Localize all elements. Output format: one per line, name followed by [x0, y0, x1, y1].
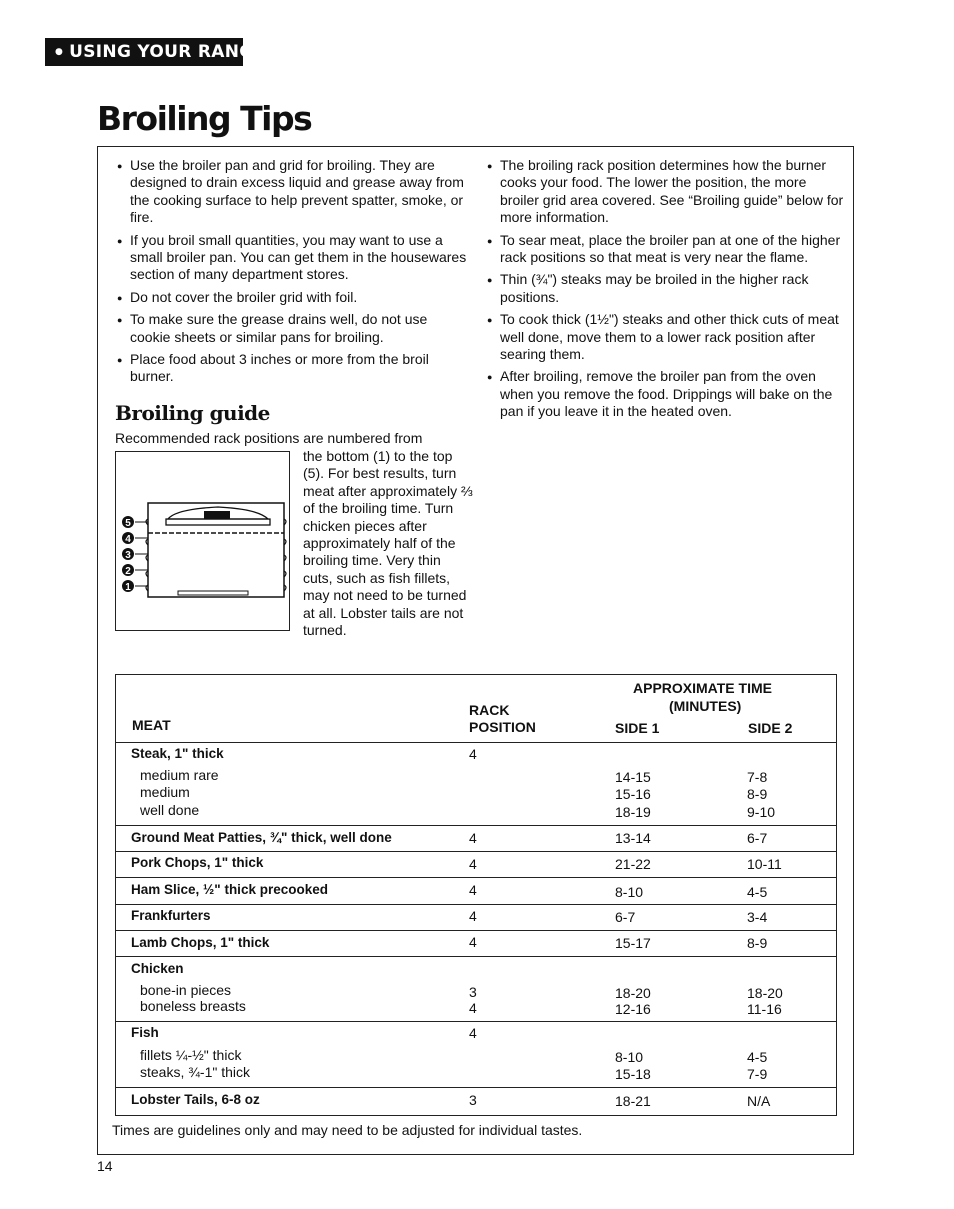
- tip-item: ● To cook thick (1½") steaks and other thick cuts of meat well done, move them to a lower rack position after searing them.: [487, 311, 849, 363]
- header-side-2: SIDE 2: [748, 720, 793, 736]
- row-label: Fish: [131, 1025, 159, 1040]
- sub-label: steaks, ¾-1" thick: [140, 1064, 251, 1080]
- rack-value: 4: [469, 830, 477, 846]
- sub-label: fillets ¼-½" thick: [140, 1047, 242, 1063]
- rack-value: 4: [469, 856, 477, 872]
- table-row-rule: [115, 930, 837, 931]
- rack-value: 3: [469, 1092, 477, 1108]
- side2-value: 8-9: [747, 935, 768, 951]
- side2-value: 9-10: [747, 804, 776, 820]
- side2-value: 7-8: [747, 769, 768, 785]
- page-number: 14: [97, 1158, 113, 1174]
- rack-value: 4: [469, 934, 477, 950]
- row-label: Steak, 1" thick: [131, 746, 224, 761]
- rack-value: 4: [469, 1025, 477, 1041]
- rack-value: 4: [469, 882, 477, 898]
- side1-value: 13-14: [615, 830, 651, 846]
- rack-number: 5: [125, 518, 131, 529]
- side1-value: 12-16: [615, 1001, 651, 1017]
- tip-item: ● Thin (¾") steaks may be broiled in the higher rack positions.: [487, 271, 849, 306]
- side2-value: 4-5: [747, 1049, 768, 1065]
- side1-value: 18-20: [615, 985, 651, 1001]
- side1-value: 15-18: [615, 1066, 651, 1082]
- rack-number: 4: [125, 534, 131, 545]
- side1-value: 8-10: [615, 1049, 644, 1065]
- side2-value: 8-9: [747, 786, 768, 802]
- frame-left-rule: [97, 146, 98, 1154]
- tip-item: ● If you broil small quantities, you may want to use a small broiler pan. You can get them in the housewares section of many department stores.: [117, 232, 469, 284]
- rack-value: 4: [469, 746, 477, 762]
- broiling-guide-intro: Recommended rack positions are numbered from: [115, 430, 423, 446]
- oven-diagram-frame-left: [115, 451, 116, 631]
- side2-value: N/A: [747, 1093, 771, 1109]
- rack-number: 3: [125, 550, 131, 561]
- side1-value: 18-21: [615, 1093, 651, 1109]
- page-title: Broiling Tips: [97, 99, 312, 138]
- tip-item: ● To sear meat, place the broiler pan at one of the higher rack positions so that meat is very near the flame.: [487, 232, 849, 267]
- sub-label: boneless breasts: [140, 998, 246, 1014]
- side1-value: 21-22: [615, 856, 651, 872]
- rack-position-markers: [122, 516, 148, 593]
- frame-top-rule: [97, 146, 853, 147]
- rack-value: 4: [469, 1000, 477, 1016]
- table-row-rule: [115, 1021, 837, 1022]
- tip-item: ● The broiling rack position determines how the burner cooks your food. The lower the position, the more broiler grid area covered. See “Broiling guide” below for more information.: [487, 157, 849, 227]
- header-position: POSITION: [469, 719, 536, 735]
- table-row-rule: [115, 851, 837, 852]
- broiling-guide-text: the bottom (1) to the top (5). For best results, turn meat after approximately ⅔ of the broiling time. Turn chicken pieces after approximately half of the broiling time. Very thin cuts, such as fish fillets, may not need to be turned at all. Lobster tails are not turned.: [303, 448, 473, 639]
- tip-item: ● Do not cover the broiler grid with foil.: [117, 289, 469, 306]
- oven-rack-diagram-icon: [118, 493, 290, 605]
- side1-value: 15-16: [615, 786, 651, 802]
- tip-item: ● To make sure the grease drains well, do not use cookie sheets or similar pans for broiling.: [117, 311, 469, 346]
- tip-item: ● Use the broiler pan and grid for broiling. They are designed to drain excess liquid and grease away from the cooking surface to help prevent spatter, smoke, or fire.: [117, 157, 469, 227]
- sub-label: bone-in pieces: [140, 982, 232, 998]
- table-row-rule: [115, 825, 837, 826]
- rack-value: 4: [469, 908, 477, 924]
- side2-value: 10-11: [747, 856, 782, 872]
- row-label: Frankfurters: [131, 908, 211, 923]
- side1-value: 18-19: [615, 804, 651, 820]
- row-label: Chicken: [131, 961, 184, 976]
- side2-value: 18-20: [747, 985, 783, 1001]
- side2-value: 6-7: [747, 830, 768, 846]
- table-row-rule: [115, 956, 837, 957]
- sub-label: medium rare: [140, 767, 219, 783]
- broiling-guide-heading: Broiling guide: [115, 401, 270, 425]
- side2-value: 7-9: [747, 1066, 768, 1082]
- rack-number: 2: [125, 566, 131, 577]
- row-label: Lobster Tails, 6-8 oz: [131, 1092, 260, 1107]
- section-header-bar: [45, 38, 266, 66]
- sub-label: well done: [140, 802, 200, 818]
- section-label: USING YOUR RANGE: [69, 42, 266, 62]
- row-label: Pork Chops, 1" thick: [131, 855, 264, 870]
- header-approximate-time: APPROXIMATE TIME: [633, 680, 772, 696]
- side1-value: 8-10: [615, 884, 644, 900]
- header-rack: RACK: [469, 702, 510, 718]
- side2-value: 3-4: [747, 909, 768, 925]
- header-side-1: SIDE 1: [615, 720, 660, 736]
- row-label: Ham Slice, ½" thick precooked: [131, 882, 328, 897]
- tip-item: ● After broiling, remove the broiler pan from the oven when you remove the food. Drippings will bake on the pan if you leave it in the heated oven.: [487, 368, 849, 420]
- oven-diagram-frame-top: [115, 451, 290, 452]
- table-row-rule: [115, 1087, 837, 1088]
- table-row-rule: [115, 877, 837, 878]
- row-label: Ground Meat Patties, ¾" thick, well done: [131, 830, 392, 845]
- frame-right-rule: [853, 146, 854, 1154]
- tips-left-list: [117, 157, 469, 386]
- bullet-icon: ●: [55, 47, 64, 57]
- rack-value: 3: [469, 984, 477, 1000]
- rack-number: 1: [125, 582, 131, 593]
- table-header-rule: [115, 742, 837, 743]
- side1-value: 14-15: [615, 769, 651, 785]
- side2-value: 11-16: [747, 1001, 782, 1017]
- tip-item: ● Place food about 3 inches or more from the broil burner.: [117, 351, 469, 386]
- side1-value: 15-17: [615, 935, 651, 951]
- row-label: Lamb Chops, 1" thick: [131, 935, 270, 950]
- frame-bottom-rule: [97, 1154, 854, 1155]
- side1-value: 6-7: [615, 909, 636, 925]
- tips-left-column: [117, 157, 469, 391]
- table-row-rule: [115, 904, 837, 905]
- header-minutes: (MINUTES): [669, 698, 742, 714]
- header-meat: MEAT: [132, 717, 171, 733]
- tips-right-list: [487, 157, 849, 421]
- table-footnote: Times are guidelines only and may need to be adjusted for individual tastes.: [112, 1122, 583, 1138]
- tips-right-column: [487, 157, 849, 426]
- side2-value: 4-5: [747, 884, 768, 900]
- sub-label: medium: [140, 784, 190, 800]
